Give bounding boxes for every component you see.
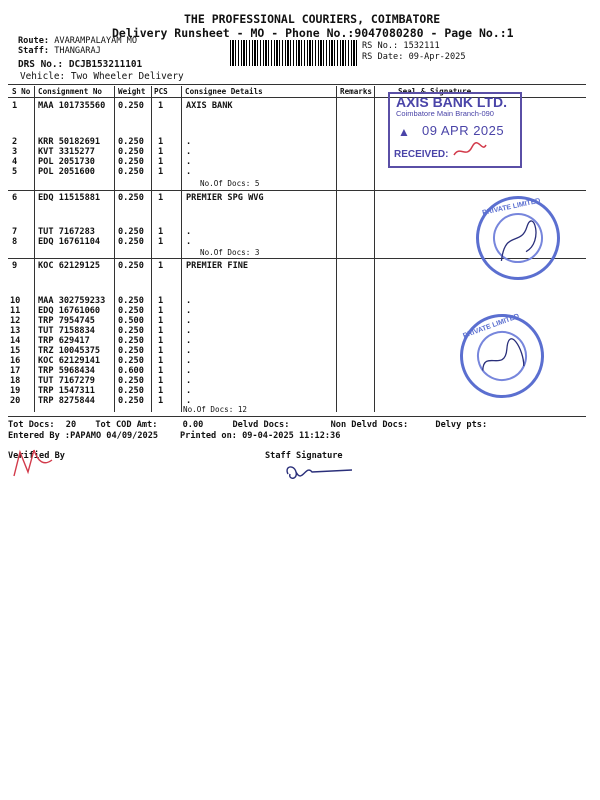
- cell-dot: .: [186, 326, 192, 336]
- staff-signature: [282, 462, 362, 486]
- rs-date-value: 09-Apr-2025: [408, 52, 466, 62]
- cell-weight: 0.600: [118, 366, 144, 376]
- cell-consignment: KRR 50182691: [38, 137, 101, 147]
- cell-consignment: MAA 302759233: [38, 296, 106, 306]
- drs-value: DCJB153211101: [68, 59, 143, 70]
- cell-weight: 0.250: [118, 336, 144, 346]
- col-header-seal: Seal & Signature: [398, 87, 472, 96]
- axis-stamp-date: 09 APR 2025: [422, 123, 505, 138]
- vehicle-line: [20, 71, 184, 82]
- cell-weight: 0.250: [118, 147, 144, 157]
- cell-pcs: 1: [158, 386, 164, 396]
- cell-pcs: 1: [158, 167, 164, 177]
- delvd-docs-label: Delvd Docs:: [232, 420, 290, 430]
- vehicle-label: Vehicle:: [20, 71, 66, 82]
- vehicle-value: Two Wheeler Delivery: [70, 71, 184, 82]
- totals-line: [8, 420, 487, 430]
- cell-pcs: 1: [158, 237, 164, 247]
- seal-1-signature: [485, 211, 554, 272]
- cell-weight: 0.250: [118, 396, 144, 406]
- col-header-consignment: Consignment No: [38, 87, 103, 96]
- cell-dot: .: [186, 296, 192, 306]
- cell-dot: .: [186, 306, 192, 316]
- cell-weight: 0.250: [118, 326, 144, 336]
- cell-sno: 10: [10, 296, 21, 306]
- cell-sno: 18: [10, 376, 21, 386]
- docs-count-note: No.Of Docs: 3: [200, 248, 260, 257]
- cell-dot: .: [186, 157, 192, 167]
- cell-consignment: TUT 7167279: [38, 376, 95, 386]
- cell-weight: 0.500: [118, 316, 144, 326]
- cell-pcs: 1: [158, 306, 164, 316]
- axis-branch: Coimbatore Main Branch-090: [396, 109, 494, 118]
- cell-dot: .: [186, 227, 192, 237]
- cell-consignment: KOC 62129125: [38, 261, 101, 271]
- cell-consignment: TRP 7954745: [38, 316, 95, 326]
- cell-pcs: 1: [158, 296, 164, 306]
- cell-dot: .: [186, 356, 192, 366]
- cell-pcs: 1: [158, 336, 164, 346]
- col-header-remarks: Remarks: [340, 87, 373, 96]
- rs-no-value: 1532111: [403, 41, 440, 51]
- col-header-weight: Weight: [118, 87, 146, 96]
- table-row: [0, 167, 600, 177]
- cell-weight: 0.250: [118, 137, 144, 147]
- verified-by-label: Verified By: [8, 451, 65, 461]
- cell-dot: .: [186, 346, 192, 356]
- cell-sno: 17: [10, 366, 21, 376]
- seal-1-text: PRIVATE LIMITED: [481, 197, 542, 217]
- cell-weight: 0.250: [118, 157, 144, 167]
- cell-pcs: 1: [158, 101, 164, 111]
- cell-pcs: 1: [158, 356, 164, 366]
- cell-dot: .: [186, 167, 192, 177]
- cell-consignment: MAA 101735560: [38, 101, 106, 111]
- cell-dot: .: [186, 336, 192, 346]
- cell-consignee: AXIS BANK: [186, 101, 233, 111]
- cell-consignment: EDQ 16761060: [38, 306, 101, 316]
- tot-cod-label: Tot COD Amt:: [95, 420, 158, 430]
- cell-consignment: TRZ 10045375: [38, 346, 101, 356]
- axis-received-label: RECEIVED:: [394, 149, 449, 160]
- delvy-pts-label: Delvy pts:: [435, 420, 488, 430]
- cell-weight: 0.250: [118, 101, 144, 111]
- cell-sno: 7: [12, 227, 18, 237]
- table-row: [0, 396, 600, 406]
- cell-pcs: 1: [158, 376, 164, 386]
- tot-cod-value: 0.00: [182, 420, 204, 430]
- cell-weight: 0.250: [118, 296, 144, 306]
- non-delvd-docs-label: Non Delvd Docs:: [330, 420, 409, 430]
- entered-by: Entered By :PAPAMO 04/09/2025: [8, 431, 159, 441]
- cell-consignment: EDQ 16761104: [38, 237, 101, 247]
- cell-pcs: 1: [158, 157, 164, 167]
- cell-weight: 0.250: [118, 227, 144, 237]
- cell-dot: .: [186, 376, 192, 386]
- drs-line: [18, 59, 142, 70]
- cell-weight: 0.250: [118, 306, 144, 316]
- staff-label: Staff:: [18, 46, 50, 56]
- cell-sno: 14: [10, 336, 21, 346]
- cell-dot: .: [186, 237, 192, 247]
- cell-sno: 16: [10, 356, 21, 366]
- staff-line: [18, 46, 101, 56]
- cell-sno: 19: [10, 386, 21, 396]
- cell-sno: 4: [12, 157, 18, 167]
- cell-consignment: TRP 8275844: [38, 396, 95, 406]
- col-header-consignee: Consignee Details: [185, 87, 263, 96]
- rs-date-label: RS Date:: [362, 52, 404, 62]
- cell-sno: 5: [12, 167, 18, 177]
- cell-consignee: PREMIER SPG WVG: [186, 193, 264, 203]
- cell-weight: 0.250: [118, 356, 144, 366]
- cell-consignee: PREMIER FINE: [186, 261, 249, 271]
- route-line: [18, 36, 137, 46]
- cell-pcs: 1: [158, 261, 164, 271]
- cell-consignment: TRP 1547311: [38, 386, 95, 396]
- rs-date-line: [362, 52, 466, 62]
- cell-weight: 0.250: [118, 193, 144, 203]
- group-rule-1: [8, 190, 586, 191]
- tot-docs-value: 20: [65, 420, 77, 430]
- cell-dot: .: [186, 137, 192, 147]
- axis-logo-icon: ▲: [398, 125, 410, 139]
- cell-sno: 6: [12, 193, 18, 203]
- seal-2-text: PRIVATE LIMITED: [462, 312, 521, 340]
- received-signature: [450, 141, 490, 161]
- cell-sno: 1: [12, 101, 18, 111]
- cell-pcs: 1: [158, 346, 164, 356]
- cell-sno: 13: [10, 326, 21, 336]
- rs-no-line: [362, 41, 440, 51]
- route-label: Route:: [18, 36, 50, 46]
- cell-sno: 11: [10, 306, 21, 316]
- cell-pcs: 1: [158, 193, 164, 203]
- axis-bank-name: AXIS BANK LTD.: [396, 94, 507, 110]
- table-bottom-rule: [8, 416, 586, 417]
- company-seal-1: [468, 188, 568, 288]
- col-header-sno: S No: [12, 87, 31, 96]
- cell-consignment: TRP 629417: [38, 336, 90, 346]
- cell-dot: .: [186, 366, 192, 376]
- rs-no-label: RS No.:: [362, 41, 399, 51]
- table-row: [0, 296, 600, 306]
- cell-consignment: KVT 3315277: [38, 147, 95, 157]
- cell-sno: 20: [10, 396, 21, 406]
- cell-weight: 0.250: [118, 237, 144, 247]
- cell-dot: .: [186, 396, 192, 406]
- cell-consignment: POL 2051730: [38, 157, 95, 167]
- cell-pcs: 1: [158, 396, 164, 406]
- cell-sno: 2: [12, 137, 18, 147]
- cell-sno: 3: [12, 147, 18, 157]
- cell-sno: 15: [10, 346, 21, 356]
- cell-consignment: POL 2051600: [38, 167, 95, 177]
- col-header-pcs: PCS: [154, 87, 168, 96]
- cell-dot: .: [186, 386, 192, 396]
- verifier-signature: [8, 442, 58, 482]
- cell-pcs: 1: [158, 227, 164, 237]
- cell-consignment: TRP 5968434: [38, 366, 95, 376]
- printed-on: Printed on: 09-04-2025 11:12:36: [180, 431, 341, 441]
- cell-pcs: 1: [158, 326, 164, 336]
- cell-weight: 0.250: [118, 376, 144, 386]
- cell-weight: 0.250: [118, 346, 144, 356]
- cell-consignment: TUT 7167283: [38, 227, 95, 237]
- cell-weight: 0.250: [118, 167, 144, 177]
- route-value: AVARAMPALAYAM MO: [54, 36, 138, 46]
- cell-dot: .: [186, 147, 192, 157]
- cell-dot: .: [186, 316, 192, 326]
- drs-barcode: [230, 40, 358, 66]
- cell-sno: 12: [10, 316, 21, 326]
- cell-sno: 8: [12, 237, 18, 247]
- cell-consignment: EDQ 11515881: [38, 193, 101, 203]
- axis-bank-stamp: [388, 92, 522, 168]
- cell-weight: 0.250: [118, 261, 144, 271]
- docs-count-note: No.Of Docs: 5: [200, 179, 260, 188]
- staff-value: THANGARAJ: [54, 46, 101, 56]
- drs-label: DRS No.:: [18, 59, 64, 70]
- cell-weight: 0.250: [118, 386, 144, 396]
- tot-docs-label: Tot Docs:: [8, 420, 55, 430]
- table-top-rule: [8, 84, 586, 85]
- cell-pcs: 1: [158, 366, 164, 376]
- runsheet-subtitle: Delivery Runsheet - MO - Phone No.:9047080280 - Page No.:1: [112, 26, 514, 40]
- staff-signature-label: Staff Signature: [265, 451, 343, 461]
- cell-consignment: KOC 62129141: [38, 356, 101, 366]
- cell-pcs: 1: [158, 137, 164, 147]
- company-title: THE PROFESSIONAL COURIERS, COIMBATORE: [184, 12, 441, 26]
- cell-sno: 9: [12, 261, 18, 271]
- cell-consignment: TUT 7158834: [38, 326, 95, 336]
- docs-count-note: No.Of Docs: 12: [183, 405, 248, 414]
- cell-pcs: 1: [158, 316, 164, 326]
- cell-pcs: 1: [158, 147, 164, 157]
